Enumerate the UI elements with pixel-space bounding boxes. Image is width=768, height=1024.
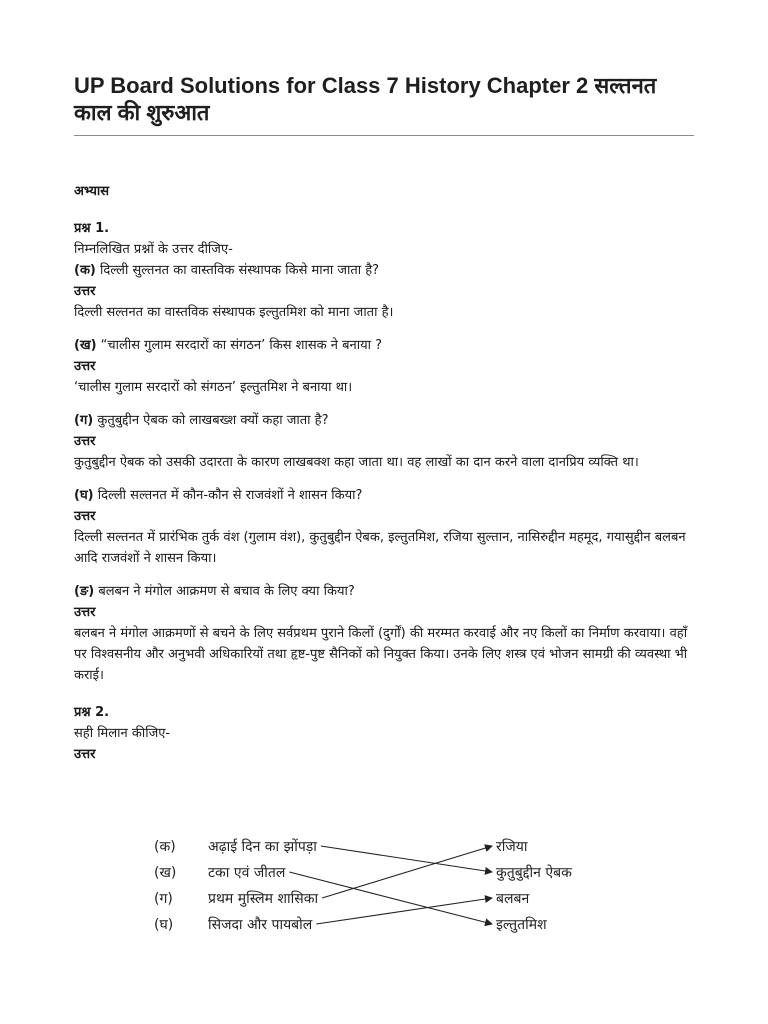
answer-label: उत्तर (74, 509, 96, 524)
match-left-item: सिजदा और पायबोल (208, 917, 313, 933)
answer-label: उत्तर (74, 284, 96, 299)
q1-item-answer: कुतुबुद्दीन ऐबक को उसकी उदारता के कारण लाखबक्श कहा जाता था। वह लाखों का दान करने वाला दानप्रिय व्यक्ति था। (74, 455, 639, 470)
match-arrow (322, 846, 492, 898)
match-right-item: बलबन (496, 891, 530, 907)
q1-item-question (74, 260, 694, 281)
question-1-instruction: निम्नलिखित प्रश्नों के उत्तर दीजिए- (74, 242, 233, 257)
q1-item-answer: दिल्ली सल्तनत में प्रारंभिक तुर्क वंश (गुलाम वंश), कुतुबुद्दीन ऐबक, इल्तुतमिश, रजिया सुल्तान, नासिरुद्दीन महमूद, गयासुद्दीन बलबन आदि राजवंशों ने शासन किया। (74, 530, 686, 566)
article-body (74, 181, 694, 765)
q1-item-question-text: बलबन ने मंगोल आक्रमण से बचाव के लिए क्या किया? (98, 584, 355, 599)
match-arrow (321, 846, 492, 872)
q1-item-question-text: दिल्ली सुल्तनत का वास्तविक संस्थापक किसे माना जाता है? (100, 263, 380, 278)
match-left-item: प्रथम मुस्लिम शासिका (208, 891, 319, 907)
q1-item-question-text: “चालीस गुलाम सरदारों का संगठन’ किस शासक ने बनाया ? (100, 338, 383, 353)
match-left-mark: (ख) (154, 865, 177, 881)
q1-item-answer: बलबन ने मंगोल आक्रमणों से बचने के लिए सर्वप्रथम पुराने किलों (दुर्गों) की मरम्मत करवाई और नए किलों का निर्माण करवाया। वहाँ पर विश्वसनीय और अनुभवी अधिकारियों तथा हृष्ट-पुष्ट सैनिकों को नियुक्त किया। उनके लिए शस्त्र एवं भोजन सामग्री की व्यवस्था भी कराई। (74, 626, 688, 683)
q1-item-mark: (घ) (74, 488, 94, 503)
q1-item-answer: दिल्ली सल्तनत का वास्तविक संस्थापक इल्तुतमिश को माना जाता है। (74, 305, 394, 320)
q1-item-question (74, 581, 694, 602)
page-title: UP Board Solutions for Class 7 History Chapter 2 सल्तनत काल की शुरुआत (74, 73, 657, 125)
question-2-instruction: सही मिलान कीजिए- (74, 726, 171, 741)
match-left-item: अढ़ाई दिन का झोंपड़ा (208, 839, 317, 855)
q1-item-answer: ‘चालीस गुलाम सरदारों को संगठन’ इल्तुतमिश ने बनाया था। (74, 380, 353, 395)
match-left-mark: (क) (154, 839, 176, 855)
answer-label: उत्तर (74, 747, 96, 762)
title-divider (74, 135, 694, 136)
answer-label: उत्तर (74, 359, 96, 374)
q1-item-question (74, 485, 694, 506)
match-right-item: कुतुबुद्दीन ऐबक (496, 865, 572, 881)
match-arrow (289, 872, 492, 924)
match-left-mark: (घ) (154, 917, 174, 933)
match-diagram (150, 828, 620, 940)
match-left-mark: (ग) (154, 891, 173, 907)
answer-label: उत्तर (74, 434, 96, 449)
q1-item-question-text: कुतुबुद्दीन ऐबक को लाखबख्श क्यों कहा जाता है? (97, 413, 329, 428)
match-right-item: रजिया (496, 839, 528, 855)
q1-item-question (74, 335, 694, 356)
section-heading: अभ्यास (74, 184, 110, 199)
q1-item-mark: (ख) (74, 338, 97, 353)
q1-item-mark: (क) (74, 263, 96, 278)
q1-item-question-text: दिल्ली सल्तनत में कौन-कौन से राजवंशों ने शासन किया? (97, 488, 363, 503)
question-2-label: प्रश्न 2. (74, 705, 110, 720)
q1-item-question (74, 410, 694, 431)
q1-item-mark: (ङ) (74, 584, 95, 599)
match-left-item: टका एवं जीतल (208, 865, 286, 881)
match-right-item: इल्तुतमिश (496, 917, 547, 933)
answer-label: उत्तर (74, 605, 96, 620)
question-1-label: प्रश्न 1. (74, 221, 110, 236)
q1-item-mark: (ग) (74, 413, 94, 428)
